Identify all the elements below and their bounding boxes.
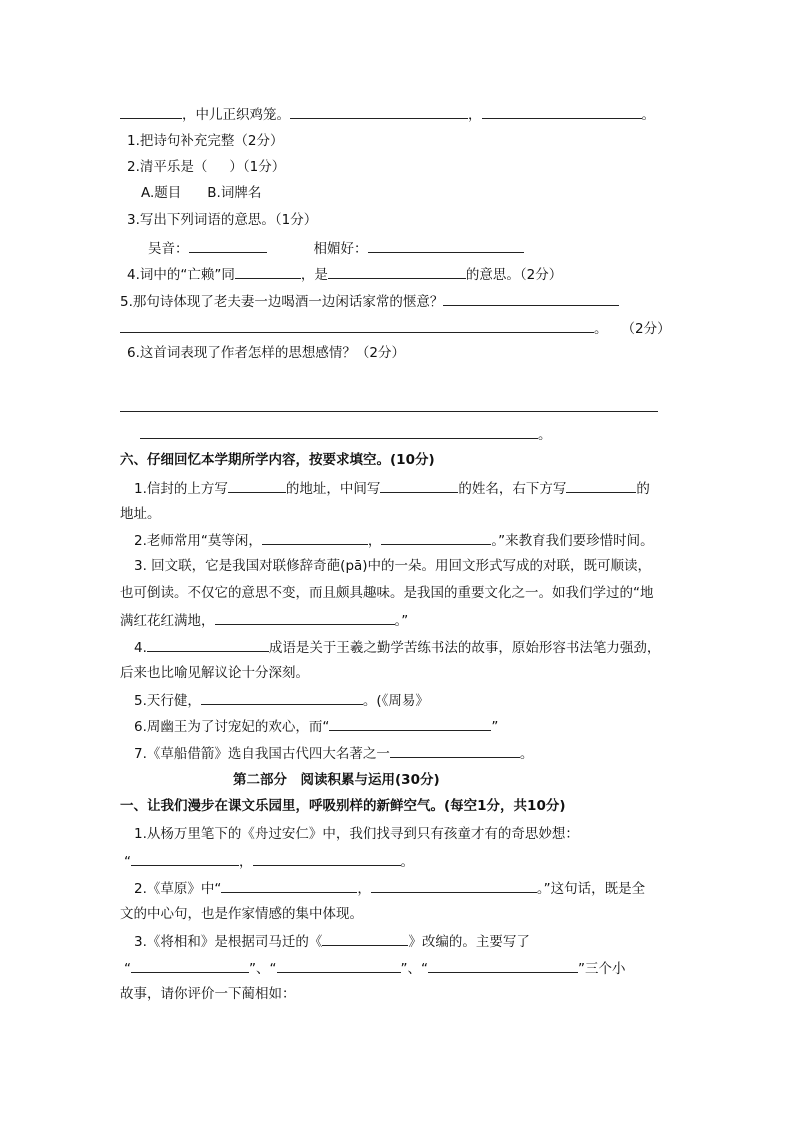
blank[interactable] xyxy=(381,530,491,545)
question-1: 1.把诗句补充完整（2分） xyxy=(127,133,284,149)
item-4: 4. 成语是关于王羲之勤学苦练书法的故事，原始形容书法笔力强劲， xyxy=(134,637,660,657)
item-3: 3. 回文联，它是我国对联修辞奇葩(pā)中的一朵。用回文形式写成的对联，既可顺读， xyxy=(134,558,652,574)
reading-1: 1.从杨万里笔下的《舟过安仁》中，我们找寻到只有孩童才有的奇思妙想： xyxy=(134,826,579,842)
blank[interactable] xyxy=(140,424,538,439)
blank[interactable] xyxy=(380,478,458,493)
question-6: 6.这首词表现了作者怎样的思想感情？（2分） xyxy=(127,345,405,361)
item-4-line2: 后来也比喻见解议论十分深刻。 xyxy=(120,665,309,681)
blank[interactable] xyxy=(328,264,466,279)
blank[interactable] xyxy=(390,743,520,758)
blank[interactable] xyxy=(235,264,301,279)
question-2-options xyxy=(141,184,261,202)
poem-line-blanks: ，中儿正织鸡笼。 ， 。 xyxy=(120,104,655,124)
blank[interactable] xyxy=(277,958,401,973)
question-5: 5.那句诗体现了老夫妻一边喝酒一边闲话家常的惬意？ xyxy=(120,291,619,311)
blank[interactable] xyxy=(443,291,619,306)
item-6: 6.周幽王为了讨宠妃的欢心，而“ ” xyxy=(134,716,498,736)
blank[interactable] xyxy=(120,318,594,333)
blank[interactable] xyxy=(262,530,368,545)
blank[interactable] xyxy=(120,104,182,119)
section-6-title: 六、仔细回忆本学期所学内容，按要求填空。(10分) xyxy=(120,452,435,468)
blank[interactable] xyxy=(221,878,357,893)
blank[interactable] xyxy=(368,238,524,253)
item-1: 1.信封的上方写 的地址，中间写 的姓名，右下方写 的 xyxy=(134,478,650,498)
reading-3: 3.《将相和》是根据司马迁的《 》改编的。主要写了 xyxy=(134,931,530,951)
blank[interactable] xyxy=(290,104,468,119)
blank[interactable] xyxy=(189,238,267,253)
blank[interactable] xyxy=(215,610,395,625)
item-5: 5.天行健， 。(《周易》 xyxy=(134,690,429,710)
blank[interactable] xyxy=(566,478,636,493)
blank[interactable] xyxy=(147,637,269,652)
question-2: 2.清平乐是（ ）（1分） xyxy=(127,159,286,175)
blank[interactable] xyxy=(228,478,286,493)
option-a[interactable]: A.题目 xyxy=(141,185,182,201)
answer-line-2: 。 xyxy=(140,424,552,444)
blank[interactable] xyxy=(482,104,642,119)
blank[interactable] xyxy=(371,878,537,893)
question-5-line2: 。 （2分） xyxy=(120,318,671,338)
blank[interactable] xyxy=(428,958,578,973)
blank[interactable] xyxy=(329,716,491,731)
blank[interactable] xyxy=(131,851,239,866)
reading-3-line3: 故事，请你评价一下蔺相如： xyxy=(120,986,296,1002)
item-2: 2.老师常用“莫等闲， ， 。”来教育我们要珍惜时间。 xyxy=(134,530,654,550)
reading-2-line2: 文的中心句，也是作家情感的集中体现。 xyxy=(120,906,363,922)
option-b[interactable]: B.词牌名 xyxy=(207,185,262,201)
blank[interactable] xyxy=(253,851,401,866)
question-3: 3.写出下列词语的意思。（1分） xyxy=(127,212,318,228)
item-7: 7.《草船借箭》选自我国古代四大名著之一 。 xyxy=(134,743,533,763)
section-1-title: 一、让我们漫步在课文乐园里，呼吸别样的新鲜空气。(每空1分，共10分) xyxy=(120,798,566,814)
poem-text: 中儿正织鸡笼。 xyxy=(195,107,290,123)
item-3-line3: 满红花红满地， 。” xyxy=(120,610,408,630)
question-4: 4.词中的“亡赖”同 ，是 的意思。（2分） xyxy=(127,264,562,284)
answer-line[interactable] xyxy=(120,411,658,412)
blank[interactable] xyxy=(131,958,249,973)
part-2-title: 第二部分 阅读积累与运用(30分) xyxy=(233,772,440,788)
blank[interactable] xyxy=(201,690,363,705)
reading-3-line2: “ ”、“ ”、“ ”三个小 xyxy=(124,958,626,978)
reading-1-line2: “ ， 。 xyxy=(124,851,414,871)
reading-2: 2.《草原》中“ ， 。”这句话，既是全 xyxy=(134,878,645,898)
item-3-line2: 也可倒读。不仅它的意思不变，而且颇具趣味。是我国的重要文化之一。如我们学过的“地 xyxy=(120,585,654,601)
question-3-words: 吴音： 相媚好： xyxy=(148,238,524,258)
item-1-line2: 地址。 xyxy=(120,506,161,522)
blank[interactable] xyxy=(322,931,408,946)
